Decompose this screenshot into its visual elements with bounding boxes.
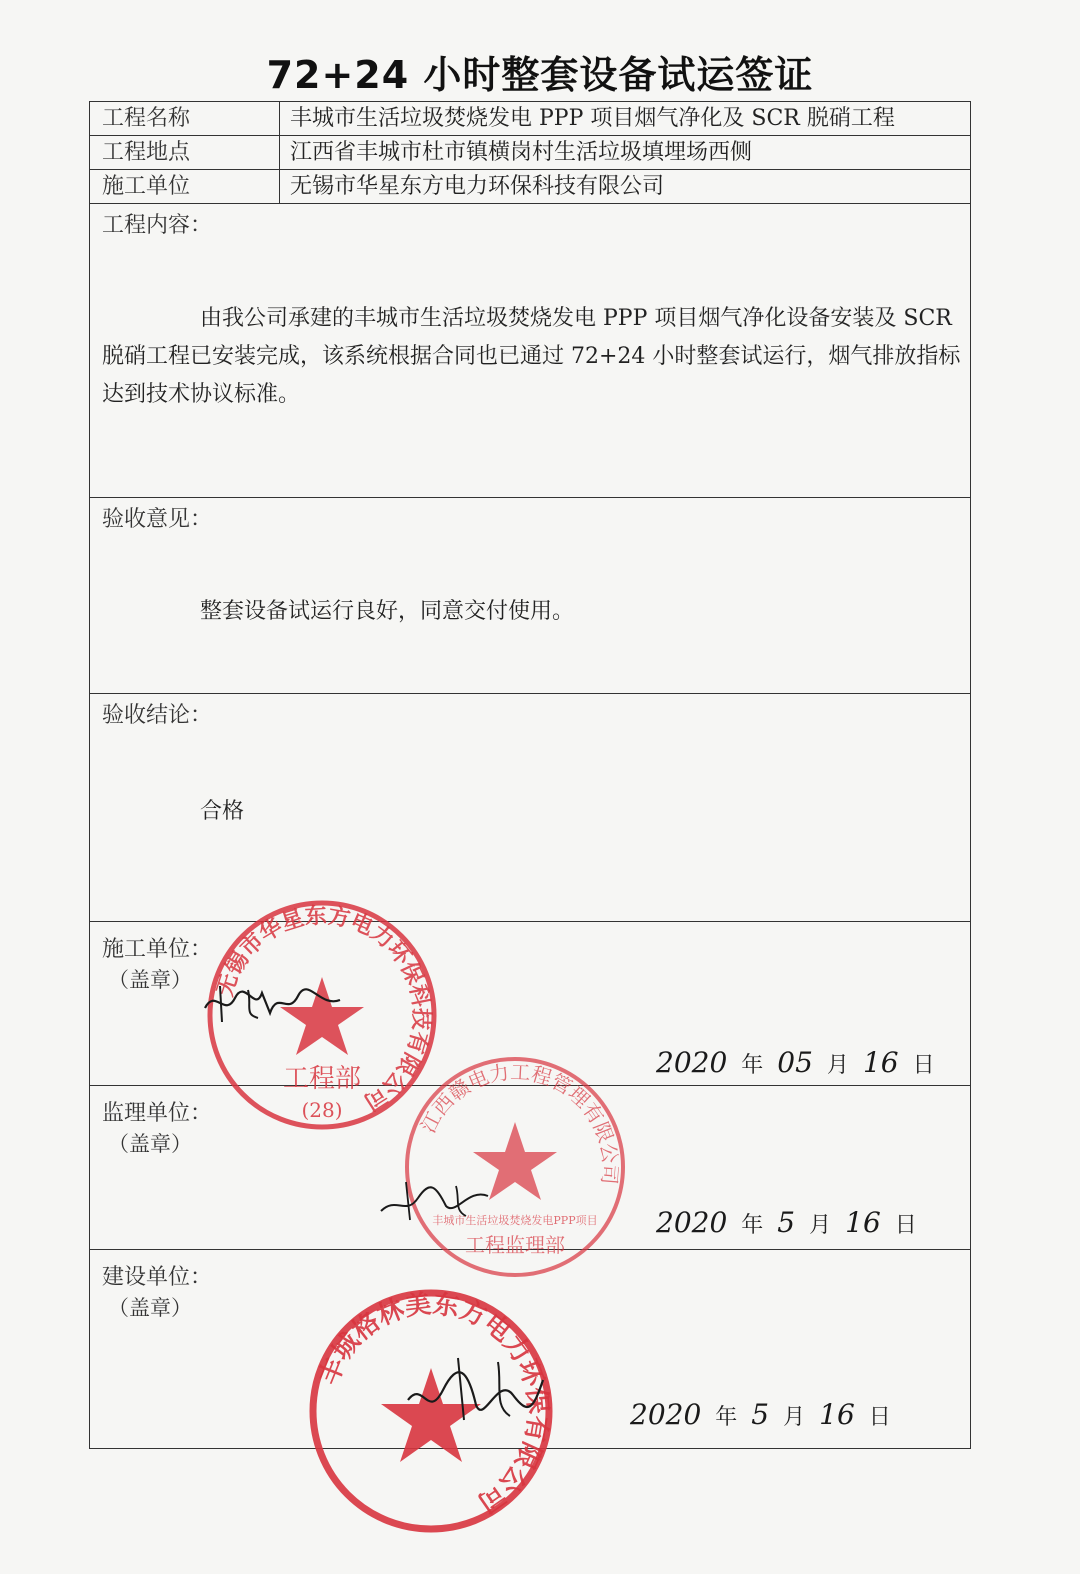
- contractor-stamp-sub: 工程部: [282, 1064, 362, 1094]
- content-text: 由我公司承建的丰城市生活垃圾焚烧发电 PPP 项目烟气净化设备安装及 SCR 脱硝工程已安装完成，该系统根据合同也已通过 72+24 小时整套试运行，烟气排放指标达到技术协议标准。: [102, 306, 961, 407]
- project-name-label: 工程名称: [90, 102, 280, 135]
- contractor-stamp-ring-text: 无锡市华星东方电力环保科技有限公司: [211, 902, 435, 1116]
- row-contractor: [90, 170, 970, 204]
- content-label: 工程内容：: [102, 213, 213, 238]
- supervisor-stamp-inner: 丰城市生活垃圾焚烧发电PPP项目: [432, 1214, 598, 1227]
- contractor-label: 施工单位: [90, 170, 280, 203]
- section-content: [90, 204, 970, 498]
- row-project-location: [90, 136, 970, 170]
- supervisor-signoff-label: 监理单位：: [102, 1101, 213, 1126]
- section-conclusion: [90, 694, 970, 922]
- contractor-seal-note: （盖章）: [108, 968, 192, 992]
- contractor-stamp-num: (28): [301, 1098, 343, 1122]
- contractor-value: 无锡市华星东方电力环保科技有限公司: [290, 174, 665, 199]
- document-title: 72+24 小时整套设备试运签证: [266, 53, 814, 97]
- owner-seal-note: （盖章）: [108, 1296, 192, 1320]
- owner-signoff-label: 建设单位：: [102, 1265, 213, 1290]
- owner-stamp-ring-text: 丰城格林美东方电力环保有限公司: [313, 1289, 553, 1518]
- supervisor-stamp-sub: 工程监理部: [465, 1233, 565, 1257]
- project-location-value: 江西省丰城市杜市镇横岗村生活垃圾填埋场西侧: [290, 140, 753, 165]
- row-project-name: [90, 102, 970, 136]
- section-supervisor-signoff: [90, 1086, 970, 1250]
- opinion-label: 验收意见：: [102, 507, 213, 532]
- contractor-date: 2020 年 05 月 16 日: [656, 1046, 935, 1079]
- opinion-text: 整套设备试运行良好，同意交付使用。: [200, 599, 575, 624]
- supervisor-seal-note: （盖章）: [108, 1132, 192, 1156]
- supervisor-date: 2020 年 5 月 16 日: [656, 1206, 917, 1239]
- section-contractor-signoff: [90, 922, 970, 1086]
- project-name-value: 丰城市生活垃圾焚烧发电 PPP 项目烟气净化及 SCR 脱硝工程: [290, 106, 895, 131]
- signoff-table: [89, 101, 971, 1449]
- section-owner-signoff: [90, 1250, 970, 1450]
- project-location-label: 工程地点: [90, 136, 280, 169]
- owner-date: 2020 年 5 月 16 日: [630, 1398, 891, 1431]
- contractor-signoff-label: 施工单位：: [102, 937, 213, 962]
- conclusion-text: 合格: [200, 799, 245, 824]
- section-opinion: [90, 498, 970, 694]
- conclusion-label: 验收结论：: [102, 703, 213, 728]
- supervisor-stamp-ring-text: 江西赣电力工程管理有限公司: [415, 1059, 623, 1186]
